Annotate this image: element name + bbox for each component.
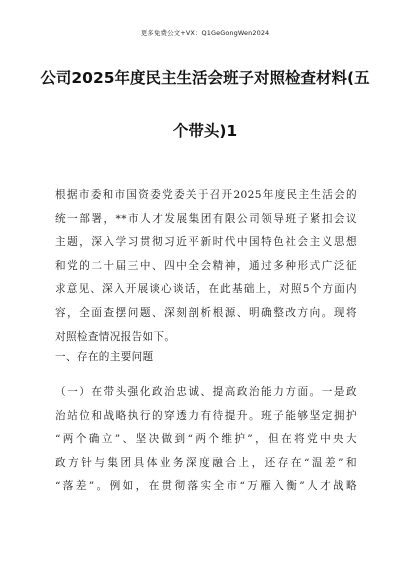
body-line: （一）在带头强化政治忠诚、提高政治能力方面。一是政 [55, 386, 357, 398]
section-heading: 一、存在的主要问题 [55, 351, 154, 363]
intro-line: 统一部署，**市人才发展集团有限公司领导班子紧扣会议 [55, 212, 357, 225]
body-line: “落差”。例如，在贯彻落实全市“万雁入衡”人才战略 [55, 480, 357, 493]
intro-line: 主题，深入学习贯彻习近平新时代中国特色社会主义思想 [55, 236, 357, 249]
intro-paragraph [55, 184, 357, 349]
intro-line: 和党的二十届三中、四中全会精神，通过多种形式广泛征 [55, 259, 357, 272]
header-note: 更多免费公文+VX：Q1GeGongWen2024 [140, 29, 270, 37]
body-line: 治站位和战略执行的穿透力有待提升。班子能够坚定拥护 [55, 409, 357, 422]
body-line: 政方针与集团具体业务深度融合上，还存在“温差”和 [55, 456, 357, 469]
intro-line: 对照检查情况报告如下。 [55, 330, 176, 343]
body-line: “两个确立”、坚决做到“两个维护”，但在将党中央大 [55, 433, 357, 446]
document-title-line-2: 个带头)1 [172, 122, 238, 140]
document-title-line-1: 公司2025年度民主生活会班子对照检查材料(五 [40, 69, 370, 87]
intro-line: 根据市委和市国资委党委关于召开2025年度民主生活会的 [55, 189, 357, 201]
intro-line: 容，全面查摆问题、深刻剖析根源、明确整改方向。现将 [55, 306, 357, 319]
body-paragraph [55, 381, 357, 499]
intro-line: 求意见、深入开展谈心谈话，在此基础上，对照5个方面内 [55, 283, 357, 296]
